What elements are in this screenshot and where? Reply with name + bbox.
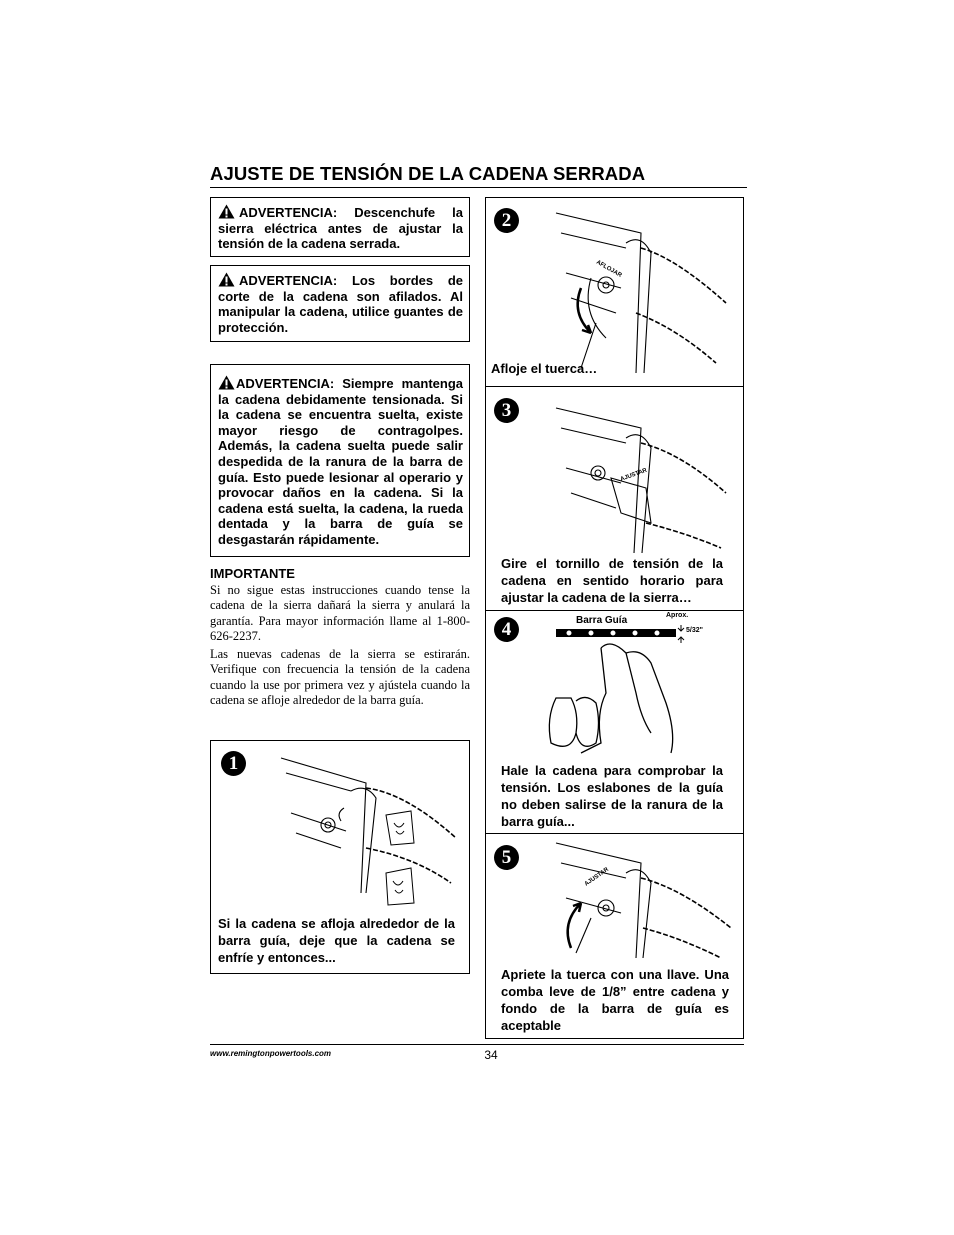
step-number: 1 (221, 751, 246, 776)
warning-icon (218, 204, 235, 219)
importante-paragraph-1: Si no sigue estas instrucciones cuando tense la cadena de la sierra dañará la sierra y anulará la garantía. Para mayor información llame al 1-800-626-2237. (210, 583, 470, 644)
page-title: AJUSTE DE TENSIÓN DE LA CADENA SERRADA (210, 163, 646, 184)
footer-url: www.remingtonpowertools.com (210, 1049, 332, 1058)
tighten-nut-illustration (531, 838, 736, 963)
footer-rule (210, 1044, 744, 1045)
loosen-label: AFLOJAR (595, 259, 623, 279)
measure-label: 5/32" (686, 627, 703, 634)
page-number: 34 (484, 1048, 498, 1062)
warning-box-tension (210, 364, 470, 557)
importante-paragraph-2: Las nuevas cadenas de la sierra se estirarán. Verifique con frecuencia la tensión de la cadena cuando la use por primera vez y ajústela cuando la cadena se afloje alrededor de la barra guía. (210, 647, 470, 708)
tighten-screw-label: AJUSTAR (619, 467, 648, 483)
importante-heading: IMPORTANTE (210, 566, 295, 581)
step-caption: Gire el tornillo de tensión de la cadena en sentido horario para ajustar la cadena de la sierra… (501, 556, 723, 605)
loosen-nut-illustration (526, 203, 736, 383)
guide-bar-label: Barra Guía (576, 615, 628, 626)
step-number: 2 (494, 208, 519, 233)
turn-screw-illustration (526, 393, 736, 558)
step-number: 5 (494, 845, 519, 870)
warning-text: ADVERTENCIA: Siempre mantenga la cadena debidamente tensionada. Si la cadena se encuentra suelta, existe mayor riesgo de contragolpes. Además, la cadena suelta puede salir despedida de la ranura de la barra de guía. Esto puede lesionar al operario y provocar daños en la cadena. Si la cadena está suelta, la cadena, la rueda dentada y la barra de guía se desgastarán rápidamente. (218, 376, 463, 547)
warning-icon (218, 375, 235, 390)
warning-box-unplug (210, 197, 470, 257)
warning-text: ADVERTENCIA: Descenchufe la sierra eléctrica antes de ajustar la tensión de la cadena serrada. (218, 205, 463, 252)
tighten-label: AJUSTAR (583, 866, 610, 888)
warning-icon (218, 272, 235, 287)
step-number: 3 (494, 398, 519, 423)
approx-label: Aprox. (666, 612, 689, 619)
hand-pulling-chain-illustration (541, 623, 701, 763)
chain-saw-bar-illustration (266, 753, 466, 913)
step-1-box (210, 740, 470, 974)
step-divider (486, 386, 743, 387)
warning-text: ADVERTENCIA: Los bordes de corte de la cadena son afilados. Al manipular la cadena, utilice guantes de protección. (218, 273, 463, 335)
step-divider (486, 833, 743, 834)
step-divider (486, 610, 743, 611)
step-caption: Si la cadena se afloja alrededor de la barra guía, deje que la cadena se enfríe y entonces... (218, 916, 455, 965)
warning-box-sharp (210, 265, 470, 342)
steps-2-5-box (485, 197, 744, 1039)
title-rule (210, 187, 747, 188)
step-caption: Afloje el tuerca… (491, 361, 598, 376)
step-caption: Apriete la tuerca con una llave. Una comba leve de 1/8” entre cadena y fondo de la barra de guía es aceptable (501, 967, 729, 1033)
step-number: 4 (494, 617, 519, 642)
step-caption: Hale la cadena para comprobar la tensión. Los eslabones de la guía no deben salirse de la ranura de la barra guía... (501, 763, 723, 829)
